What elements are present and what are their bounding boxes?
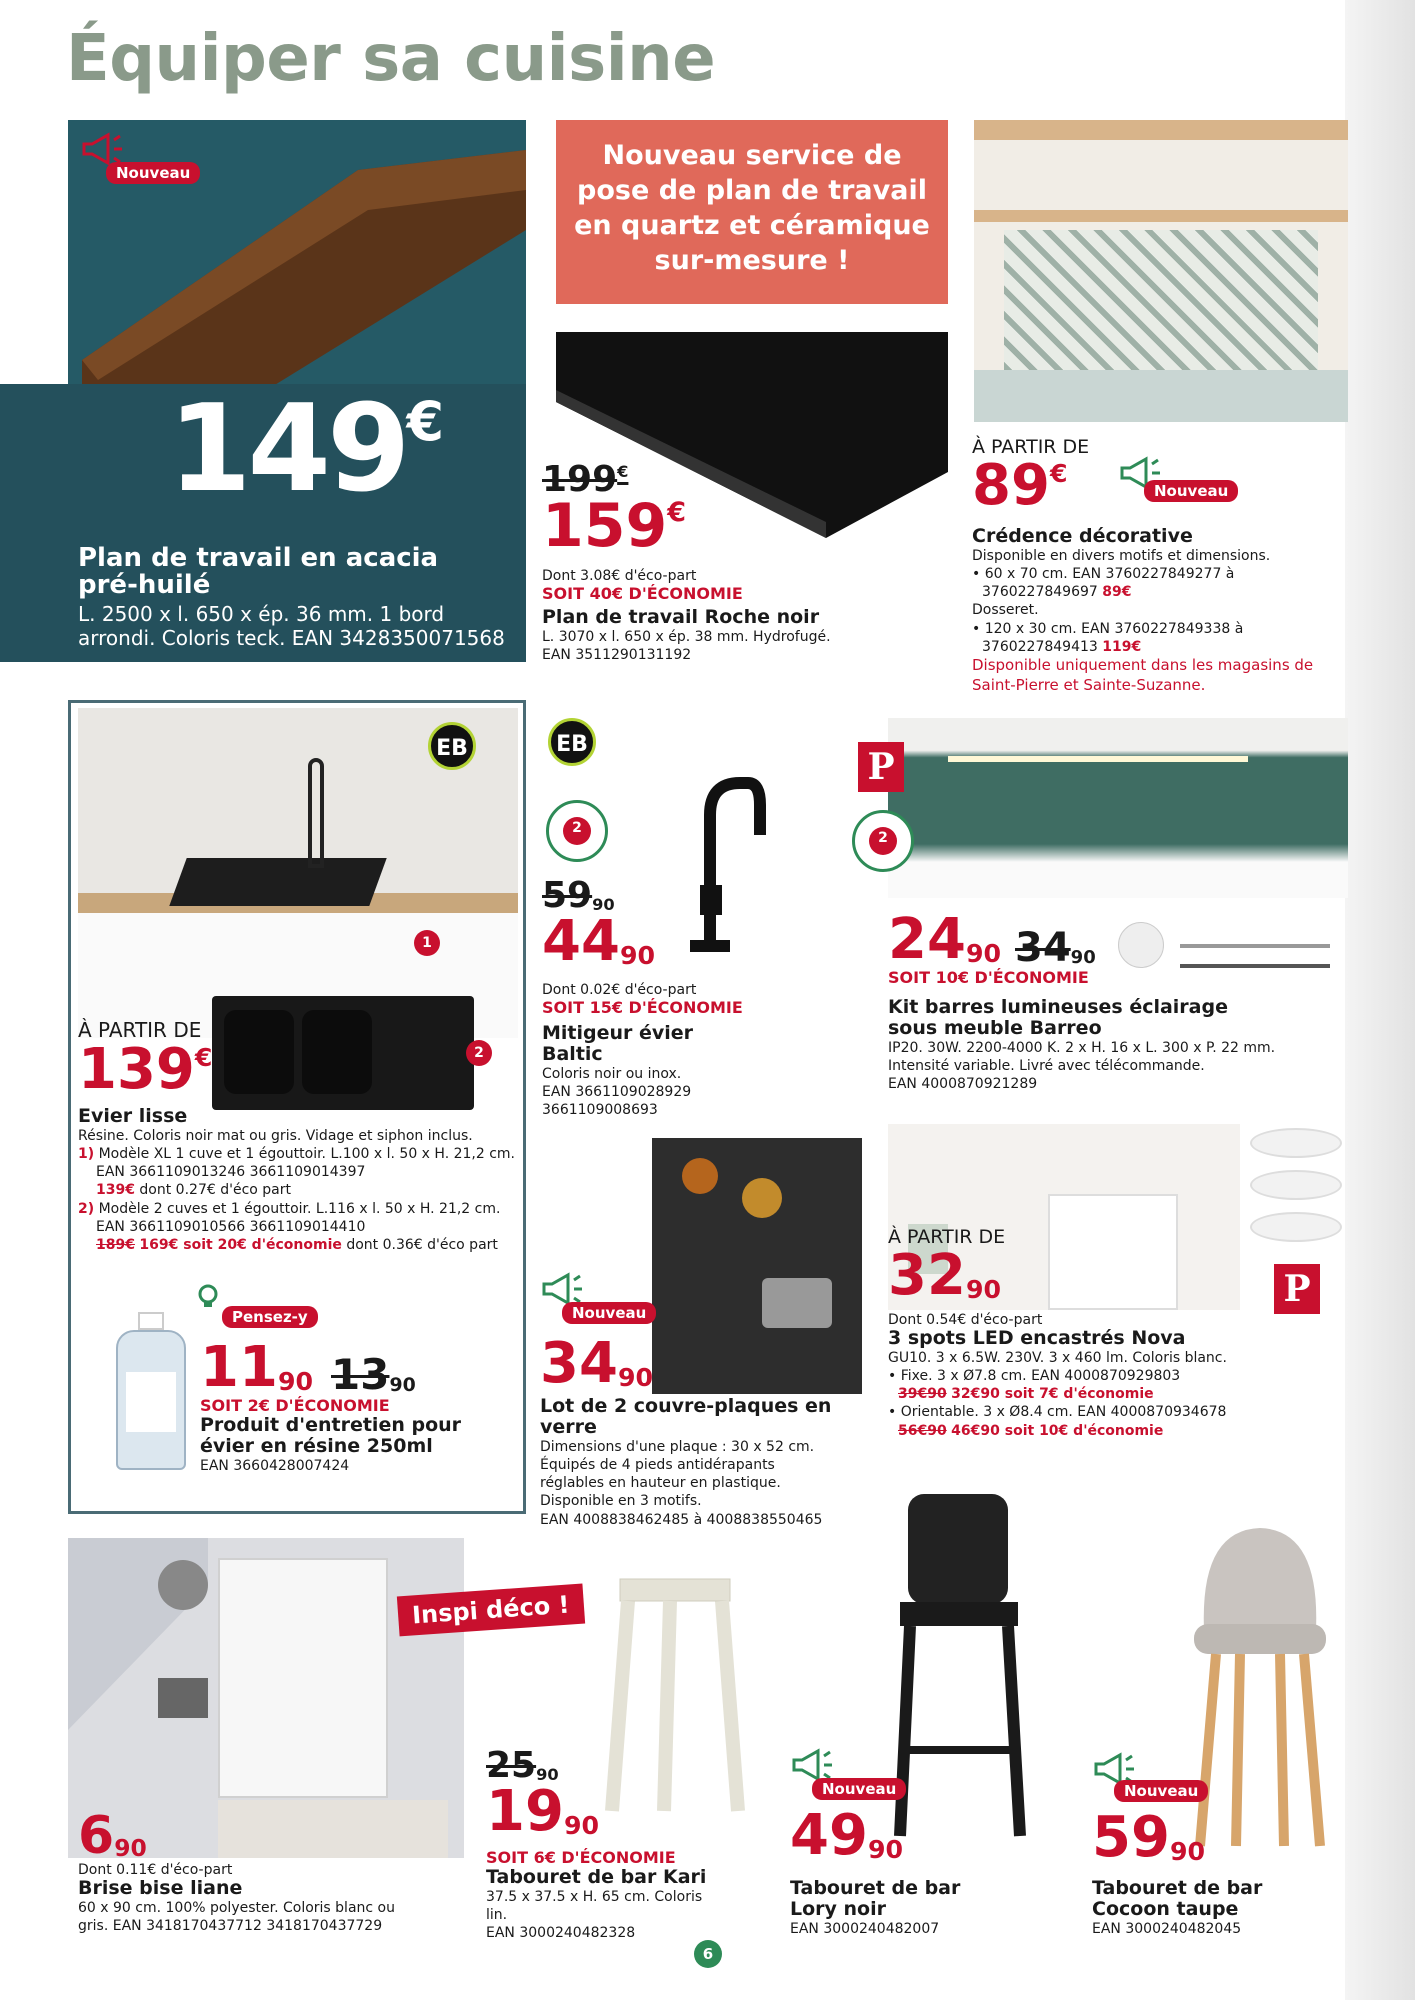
desc-line: IP20. 30W. 2200-4000 K. 2 x H. 16 x L. 300 x P. 22 mm. [888, 1039, 1276, 1056]
desc-line: Coloris noir ou inox. [542, 1065, 682, 1082]
roche-block [542, 459, 831, 664]
product-desc-2: arrondi. Coloris teck. EAN 3428350071568 [78, 625, 505, 650]
cents: 90 [563, 1810, 599, 1840]
availability-note: Disponible uniquement dans les magasins de [972, 656, 1314, 675]
price-value: 11 [200, 1335, 278, 1400]
credence-block [972, 436, 1342, 695]
price [486, 1779, 726, 1844]
old-price [1015, 925, 1096, 971]
pensez-y-tag: Pensez-y [222, 1306, 318, 1328]
product-name-2: Lory noir [790, 1897, 886, 1920]
desc-line: gris. EAN 3418170437712 3418170437729 [78, 1918, 383, 1935]
guarantee-badge [546, 800, 608, 862]
price-value: 6 [78, 1806, 115, 1866]
cocoon-stool-graphic [1180, 1520, 1340, 1850]
new-badge: Nouveau [812, 1778, 906, 1800]
new-badge: Nouveau [1144, 480, 1238, 502]
desc-line: Modèle XL 1 cuve et 1 égouttoir. L.100 x l. 50 x H. 21,2 cm. [98, 1146, 515, 1163]
desc-line: • Fixe. 3 x Ø7.8 cm. EAN 4000870929803 [888, 1368, 1181, 1385]
cents: 90 [1169, 1836, 1205, 1866]
desc-line: • Orientable. 3 x Ø8.4 cm. EAN 4000870934678 [888, 1404, 1227, 1421]
desc-line: dont 0.36€ d'éco part [346, 1237, 498, 1254]
credence-image [974, 120, 1348, 422]
currency: € [667, 496, 687, 528]
old-price-value: 25 [486, 1745, 537, 1786]
price-value: 139 [78, 1037, 195, 1102]
product-name: Evier lisse [78, 1105, 188, 1127]
variant-price: 139€ [96, 1182, 135, 1199]
eco-part: Dont 0.54€ d'éco-part [888, 1312, 1043, 1328]
savings: SOIT 10€ D'ÉCONOMIE [888, 968, 1089, 987]
savings: SOIT 6€ D'ÉCONOMIE [486, 1848, 676, 1867]
variant-price: 169€ soit 20€ d'économie [139, 1237, 342, 1254]
cents: 90 [1070, 946, 1096, 968]
from-label: À PARTIR DE [78, 1018, 202, 1042]
currency: € [617, 461, 629, 481]
new-badge: Nouveau [1114, 1780, 1208, 1802]
kari-block [486, 1745, 726, 1942]
currency: € [194, 1042, 213, 1072]
price [888, 907, 1001, 972]
barres-block [888, 907, 1308, 1093]
product-name: Plan de travail en acacia [78, 543, 439, 573]
desc-line: réglables en hauteur en plastique. [540, 1475, 781, 1492]
desc-line: EAN 3661109013246 3661109014397 [96, 1164, 366, 1181]
product-name-2: Cocoon taupe [1092, 1897, 1239, 1920]
evier-text [78, 1018, 520, 1254]
variant-price: 32€90 soit 7€ d'économie [951, 1386, 1154, 1403]
megaphone-icon [540, 1272, 586, 1306]
desc-line: 3760227849697 [982, 584, 1098, 601]
cents: 90 [965, 1274, 1001, 1304]
price-value: 59 [1092, 1805, 1170, 1870]
entretien-block [200, 1335, 520, 1475]
guarantee-years: 2 [869, 827, 897, 855]
old-price [331, 1350, 416, 1399]
desc-line: 3760227849413 [982, 638, 1098, 655]
price [78, 1806, 458, 1866]
lory-block [790, 1803, 990, 1938]
desc-line: dont 0.27€ d'éco part [139, 1182, 291, 1199]
page-edge-shadow [1345, 0, 1415, 2000]
product-name-2: pré-huilé [78, 570, 211, 601]
desc-line: • 120 x 30 cm. EAN 3760227849338 à [972, 620, 1244, 637]
guarantee-badge [852, 810, 914, 872]
couvre-block [540, 1331, 880, 1529]
price [542, 909, 752, 974]
product-name: Plan de travail Roche noir [542, 606, 820, 628]
desc-line: Modèle 2 cuves et 1 égouttoir. L.116 x l. 50 x H. 21,2 cm. [98, 1200, 501, 1217]
currency: € [1049, 458, 1068, 488]
product-name: Brise bise liane [78, 1877, 243, 1899]
ean: EAN 3000240482007 [790, 1920, 940, 1937]
brise-block [78, 1806, 458, 1935]
savings: SOIT 2€ D'ÉCONOMIE [200, 1396, 390, 1415]
old-price-value: 13 [331, 1350, 390, 1399]
desc-line: EAN 3661109010566 3661109014410 [96, 1218, 366, 1235]
guarantee-years: 2 [563, 817, 591, 845]
price-value: 149 [168, 380, 407, 519]
desc-line: Résine. Coloris noir mat ou gris. Vidage et siphon inclus. [78, 1127, 473, 1144]
old-price-value: 59 [542, 875, 593, 916]
desc-line: EAN 3000240482328 [486, 1925, 636, 1942]
page-number: 6 [694, 1940, 722, 1968]
price [888, 1243, 1318, 1308]
cents: 90 [536, 1764, 559, 1784]
desc-line: 60 x 90 cm. 100% polyester. Coloris blanc ou [78, 1899, 395, 1916]
mitigeur-block [542, 875, 752, 1119]
desc-line: Dimensions d'une plaque : 30 x 52 cm. [540, 1438, 815, 1455]
savings: SOIT 40€ D'ÉCONOMIE [542, 584, 743, 603]
product-desc: L. 3070 x l. 650 x ép. 38 mm. Hydrofugé. [542, 628, 831, 645]
eco-part: Dont 0.11€ d'éco-part [78, 1862, 233, 1878]
desc-line: Intensité variable. Livré avec télécommande. [888, 1057, 1205, 1074]
currency: € [406, 390, 441, 454]
from-label: À PARTIR DE [888, 1226, 1006, 1248]
price [790, 1803, 990, 1868]
price-value: 89 [972, 453, 1050, 518]
desc-line: Équipés de 4 pieds antidérapants [540, 1456, 775, 1473]
paulmann-logo: P [858, 742, 904, 792]
variant-price: 46€90 soit 10€ d'économie [951, 1422, 1164, 1439]
new-badge: Nouveau [562, 1302, 656, 1324]
from-label: À PARTIR DE [972, 436, 1090, 458]
price [78, 1037, 520, 1102]
old-variant-price: 56€90 [898, 1422, 947, 1439]
desc-line: 37.5 x 37.5 x H. 65 cm. Coloris lin. [486, 1888, 703, 1924]
product-name: Tabouret de bar [790, 1877, 961, 1899]
paulmann-logo: P [1274, 1264, 1320, 1314]
cleaner-bottle-image [112, 1312, 190, 1472]
price-value: 49 [790, 1803, 868, 1868]
service-banner [556, 120, 948, 304]
product-name: Tabouret de bar Kari [486, 1866, 707, 1888]
variant-price: 89€ [1102, 584, 1132, 601]
service-line: Nouveau service de [602, 140, 902, 171]
price-value: 24 [888, 907, 966, 972]
availability-note-2: Saint-Pierre et Sainte-Suzanne. [972, 675, 1206, 694]
savings: SOIT 15€ D'ÉCONOMIE [542, 998, 743, 1017]
product-name: Tabouret de bar [1092, 1877, 1263, 1899]
price-value: 32 [888, 1243, 966, 1308]
product-name: Produit d'entretien pour [200, 1414, 462, 1436]
acacia-image [68, 120, 526, 420]
product-name-2: évier en résine 250ml [200, 1434, 433, 1457]
product-name-2: sous meuble Barreo [888, 1016, 1102, 1039]
price [542, 491, 831, 561]
price [200, 1335, 313, 1400]
cents: 90 [592, 894, 615, 914]
price-value: 19 [486, 1779, 564, 1844]
service-line: sur-mesure ! [654, 245, 850, 277]
price-value: 44 [542, 909, 620, 974]
product-name: Crédence décorative [972, 525, 1193, 547]
product-name: Kit barres lumineuses éclairage [888, 996, 1228, 1018]
service-line: en quartz et céramique [574, 210, 930, 242]
acacia-text [78, 545, 505, 650]
product-name: 3 spots LED encastrés Nova [888, 1327, 1186, 1349]
desc-line: GU10. 3 x 6.5W. 230V. 3 x 460 lm. Coloris blanc. [888, 1349, 1227, 1366]
ean: EAN 3000240482045 [1092, 1920, 1242, 1937]
item-marker: 2) [78, 1200, 95, 1217]
cents: 90 [867, 1834, 903, 1864]
desc-line: 3661109008693 [542, 1102, 658, 1119]
service-line: pose de plan de travail [577, 175, 927, 207]
cents: 90 [114, 1833, 147, 1862]
product-name: Lot de 2 couvre-plaques en verre [540, 1395, 832, 1438]
eb-logo: EB [428, 722, 476, 770]
desc-line: EAN 3661109028929 [542, 1083, 692, 1100]
old-price-value: 199 [542, 459, 618, 500]
price-value: 159 [542, 491, 668, 561]
eco-part: Dont 3.08€ d'éco-part [542, 568, 697, 584]
new-badge: Nouveau [106, 162, 200, 184]
old-variant-price: 189€ [96, 1237, 135, 1254]
product-desc: L. 2500 x l. 650 x ép. 36 mm. 1 bord [78, 601, 445, 626]
cents: 90 [619, 940, 655, 970]
variant-price: 119€ [1102, 638, 1142, 655]
old-variant-price: 39€90 [898, 1386, 947, 1403]
price-value: 34 [540, 1331, 618, 1396]
price [1092, 1805, 1312, 1870]
desc-line: EAN 4000870921289 [888, 1076, 1038, 1093]
eb-logo: EB [548, 718, 596, 766]
old-price-value: 34 [1015, 925, 1071, 971]
megaphone-icon [790, 1748, 836, 1782]
inspi-deco-label: Inspi déco ! [397, 1584, 585, 1637]
cents: 90 [617, 1362, 653, 1392]
eco-part: Dont 0.02€ d'éco-part [542, 982, 697, 998]
cents: 90 [389, 1373, 416, 1396]
item-marker: 1) [78, 1146, 95, 1163]
price [540, 1331, 880, 1396]
product-desc-2: EAN 3511290131192 [542, 647, 692, 664]
desc-line: Disponible en 3 motifs. [540, 1493, 702, 1510]
marker-2: 2 [466, 1040, 492, 1066]
cents: 90 [277, 1366, 313, 1396]
barres-image [888, 718, 1348, 898]
acacia-price [168, 380, 441, 519]
desc-line: Disponible en divers motifs et dimensions. [972, 547, 1271, 564]
spots-block [888, 1226, 1318, 1440]
lightbulb-icon [194, 1282, 222, 1310]
desc-line: Dosseret. [972, 602, 1039, 619]
desc-line: EAN 4008838462485 à 4008838550465 [540, 1511, 823, 1528]
product-name: Mitigeur évier Baltic [542, 1022, 694, 1065]
megaphone-icon [80, 132, 126, 166]
page-title: Équiper sa cuisine [66, 22, 716, 96]
cents: 90 [965, 938, 1001, 968]
desc-line: • 60 x 70 cm. EAN 3760227849277 à [972, 566, 1235, 583]
cocoon-block [1092, 1805, 1312, 1938]
marker-1: 1 [414, 930, 440, 956]
ean: EAN 3660428007424 [200, 1457, 350, 1474]
